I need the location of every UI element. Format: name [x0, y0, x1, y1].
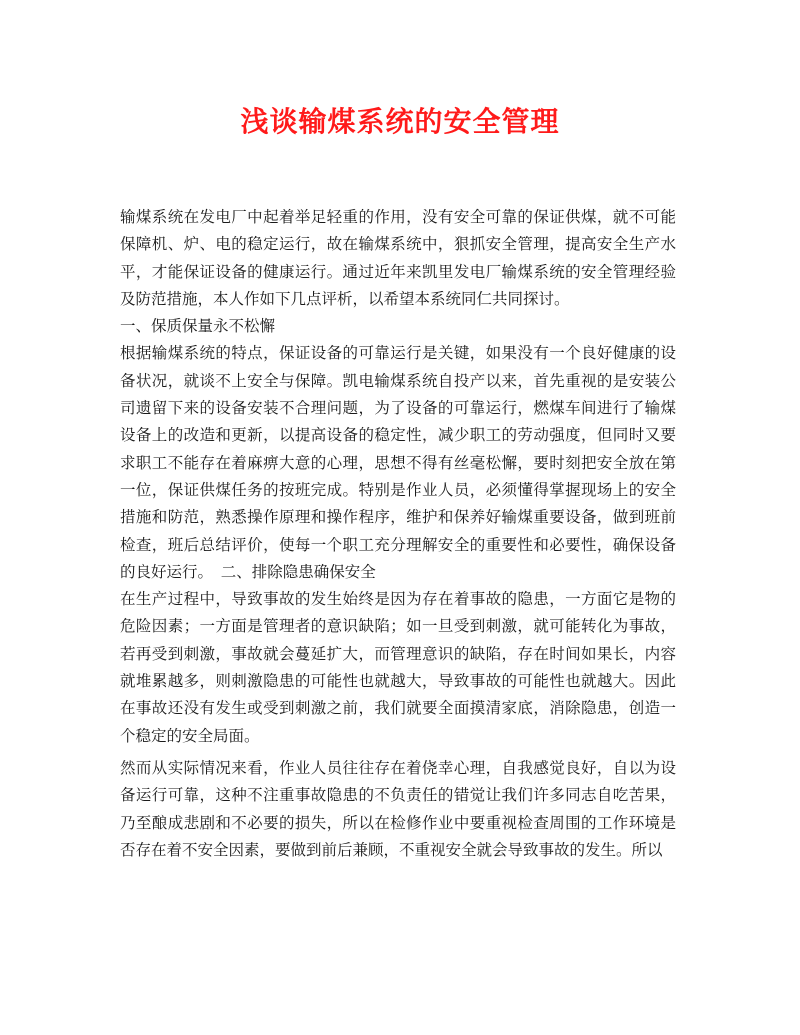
paragraph-practical-situation: 然而从实际情况来看，作业人员往往存在着侥幸心理，自我感觉良好，自以为设备运行可靠，这种不注重事故隐患的不负责任的错觉让我们许多同志自吃苦果，乃至酿成悲剧和不必要的损失，所以在检修作业中要重视检查周围的工作环境是否存在着不安全因素，要做到前后兼顾，不重视安全就会导致事故的发生。所以: [120, 758, 676, 859]
paragraph-intro: 输煤系统在发电厂中起着举足轻重的作用，没有安全可靠的保证供煤，就不可能保障机、炉、电的稳定运行，故在输煤系统中，狠抓安全管理，提高安全生产水平，才能保证设备的健康运行。通过近年来凯里发电厂输煤系统的安全管理经验及防范措施，本人作如下几点评析，以希望本系统同仁共同探讨。: [120, 208, 676, 308]
document-body: [120, 204, 676, 864]
document-title: 浅谈输煤系统的安全管理: [240, 105, 560, 138]
paragraph-hidden-dangers: 在生产过程中，导致事故的发生始终是因为存在着事故的隐患，一方面它是物的危险因素；一方面是管理者的意识缺陷；如一旦受到刺激，就可能转化为事故，若再受到刺激，事故就会蔓延扩大，而管理意识的缺陷，存在时间如果长，内容就堆累越多，则刺激隐患的可能性也就越大，导致事故的可能性也就越大。因此在事故还没有发生或受到刺激之前，我们就要全面摸清家底，消除隐患，创造一个稳定的安全局面。: [120, 590, 676, 745]
section-heading-1: 一、保质保量永不松懈: [120, 317, 276, 336]
paragraph-section-1: 根据输煤系统的特点，保证设备的可靠运行是关键，如果没有一个良好健康的设备状况，就谈不上安全与保障。凯电输煤系统自投产以来，首先重视的是安装公司遗留下来的设备安装不合理问题，为了设备的可靠运行，燃煤车间进行了输煤设备上的改造和更新，以提高设备的稳定性，减少职工的劳动强度，但同时又要求职工不能存在着麻痹大意的心理，思想不得有丝毫松懈，要时刻把安全放在第一位，保证供煤任务的按班完成。特别是作业人员，必须懂得掌握现场上的安全措施和防范，熟悉操作原理和操作程序，维护和保养好输煤重要设备，做到班前检查，班后总结评价，使每一个职工充分理解安全的重要性和必要性，确保设备的良好运行。 二、排除隐患确保安全: [120, 344, 676, 581]
